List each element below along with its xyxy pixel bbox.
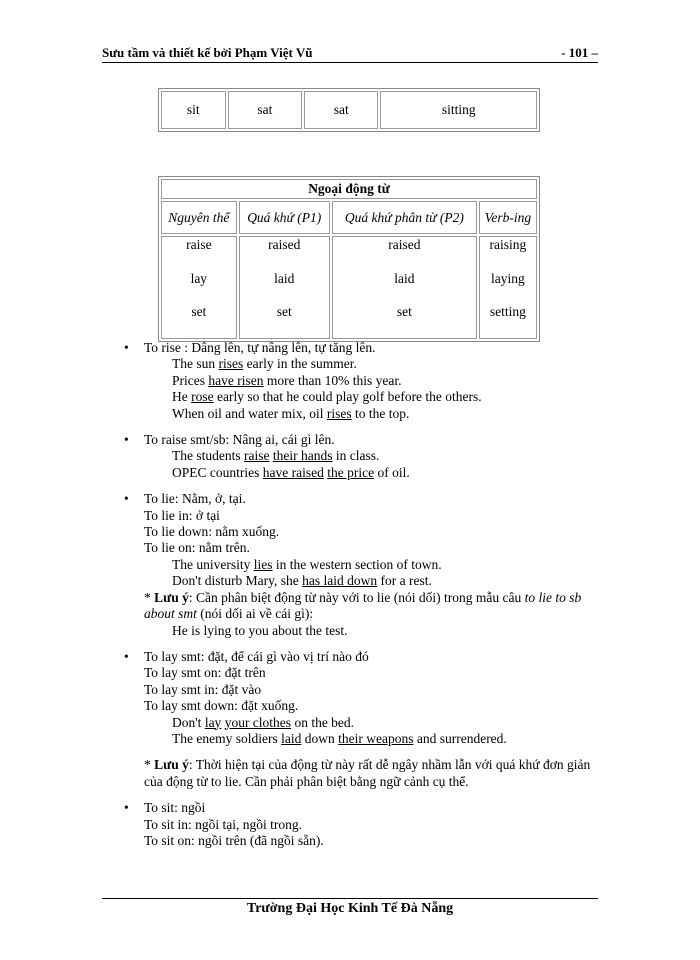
column-header: Quá khứ phân từ (P2) <box>332 201 477 234</box>
table-row <box>161 236 537 339</box>
cell-value: laid <box>274 270 295 286</box>
cell-value: set <box>191 304 207 319</box>
table-cell-ing <box>479 236 537 339</box>
table-header-row <box>161 201 537 234</box>
header-author: Sưu tầm và thiết kế bởi Phạm Việt Vũ <box>102 45 313 60</box>
column-header: Nguyên thể <box>161 201 237 234</box>
table-cell-base <box>161 236 237 339</box>
footer-text: Trường Đại Học Kinh Tế Đà Nẵng <box>246 901 454 916</box>
page-number: - 101 – <box>561 45 598 60</box>
phrase-line: To sit on: ngồi trên (đã ngồi sẵn). <box>144 832 324 848</box>
bullet-icon: • <box>124 648 129 664</box>
phrase-line: To lie on: nằm trên. <box>144 540 250 556</box>
example-sentence: The students raise their hands in class. <box>172 448 380 464</box>
page-footer <box>102 898 598 917</box>
phrase-line: To lay smt down: đặt xuống. <box>144 698 299 714</box>
transitive-verbs-table <box>158 176 540 342</box>
section-rise <box>124 340 604 422</box>
example-sentence: The sun rises early in the summer. <box>172 356 357 372</box>
note: * Lưu ý: Thời hiện tại của động từ này rất dễ ngây nhầm lẫn với quá khứ đơn giản của động từ to lie. Cần phải phân biệt bằng ngữ cảnh cụ thể. <box>144 757 591 789</box>
example-sentence: Don't disturb Mary, she has laid down for a rest. <box>172 573 432 589</box>
cell-value: set <box>396 304 412 319</box>
example-sentence: The enemy soldiers laid down their weapons and surrendered. <box>172 730 507 746</box>
note: * Lưu ý: Cần phân biệt động từ này với to lie (nói dối) trong mẫu câu to lie to sb about smt (nói dối ai về cái gì): <box>144 589 582 622</box>
column-header: Verb-ing <box>479 201 537 234</box>
table-cell: sat <box>304 91 378 129</box>
table-row <box>161 91 537 129</box>
section-title: To raise smt/sb: Nâng ai, cái gì lên. <box>144 432 335 448</box>
section-title: To sit: ngồi <box>144 800 206 816</box>
cell-value: raise <box>186 237 212 252</box>
section-title: To lay smt: đặt, để cái gì vào vị trí nào đó <box>144 648 369 664</box>
phrase-line: To lay smt on: đặt trên <box>144 665 266 681</box>
cell-value: laid <box>394 270 415 286</box>
table-title: Ngoại động từ <box>161 179 537 199</box>
section-sit <box>124 800 604 849</box>
bullet-icon: • <box>124 340 129 355</box>
cell-value: laying <box>491 270 525 286</box>
cell-value: raised <box>268 237 301 252</box>
section-title: To rise : Dâng lên, tự nâng lên, tự tăng lên. <box>144 340 376 355</box>
table-cell-past <box>239 236 330 339</box>
section-lay <box>124 649 604 790</box>
phrase-line: To lie down: nằm xuống. <box>144 524 280 540</box>
section-raise <box>124 432 604 481</box>
bullet-icon: • <box>124 800 129 816</box>
phrase-line: To lay smt in: đặt vào <box>144 681 262 697</box>
table-title-row <box>161 179 537 199</box>
column-header: Quá khứ (P1) <box>239 201 330 234</box>
table-cell: sit <box>161 91 226 129</box>
section-title: To lie: Nằm, ở, tại. <box>144 491 246 507</box>
sit-conjugation-table <box>158 88 540 132</box>
example-sentence: Don't lay your clothes on the bed. <box>172 714 355 730</box>
main-content <box>124 340 604 859</box>
bullet-icon: • <box>124 432 129 448</box>
section-lie <box>124 491 604 639</box>
cell-value: raising <box>489 237 527 252</box>
cell-value: setting <box>489 304 526 319</box>
cell-value: lay <box>190 270 208 286</box>
example-sentence: He is lying to you about the test. <box>172 622 348 638</box>
cell-value: raised <box>388 237 421 252</box>
example-sentence: Prices have risen more than 10% this year. <box>172 372 402 388</box>
table-cell-participle <box>332 236 477 339</box>
table-cell: sitting <box>380 91 537 129</box>
example-sentence: The university lies in the western section of town. <box>172 556 442 572</box>
example-sentence: OPEC countries have raised the price of oil. <box>172 464 410 480</box>
table-cell: sat <box>228 91 302 129</box>
example-sentence: When oil and water mix, oil rises to the top. <box>172 405 410 421</box>
bullet-icon: • <box>124 491 129 507</box>
example-sentence: He rose early so that he could play golf before the others. <box>172 389 482 405</box>
phrase-line: To sit in: ngồi tại, ngồi trong. <box>144 816 303 832</box>
page-header <box>102 46 598 63</box>
phrase-line: To lie in: ở tại <box>144 507 220 523</box>
cell-value: set <box>276 304 292 319</box>
